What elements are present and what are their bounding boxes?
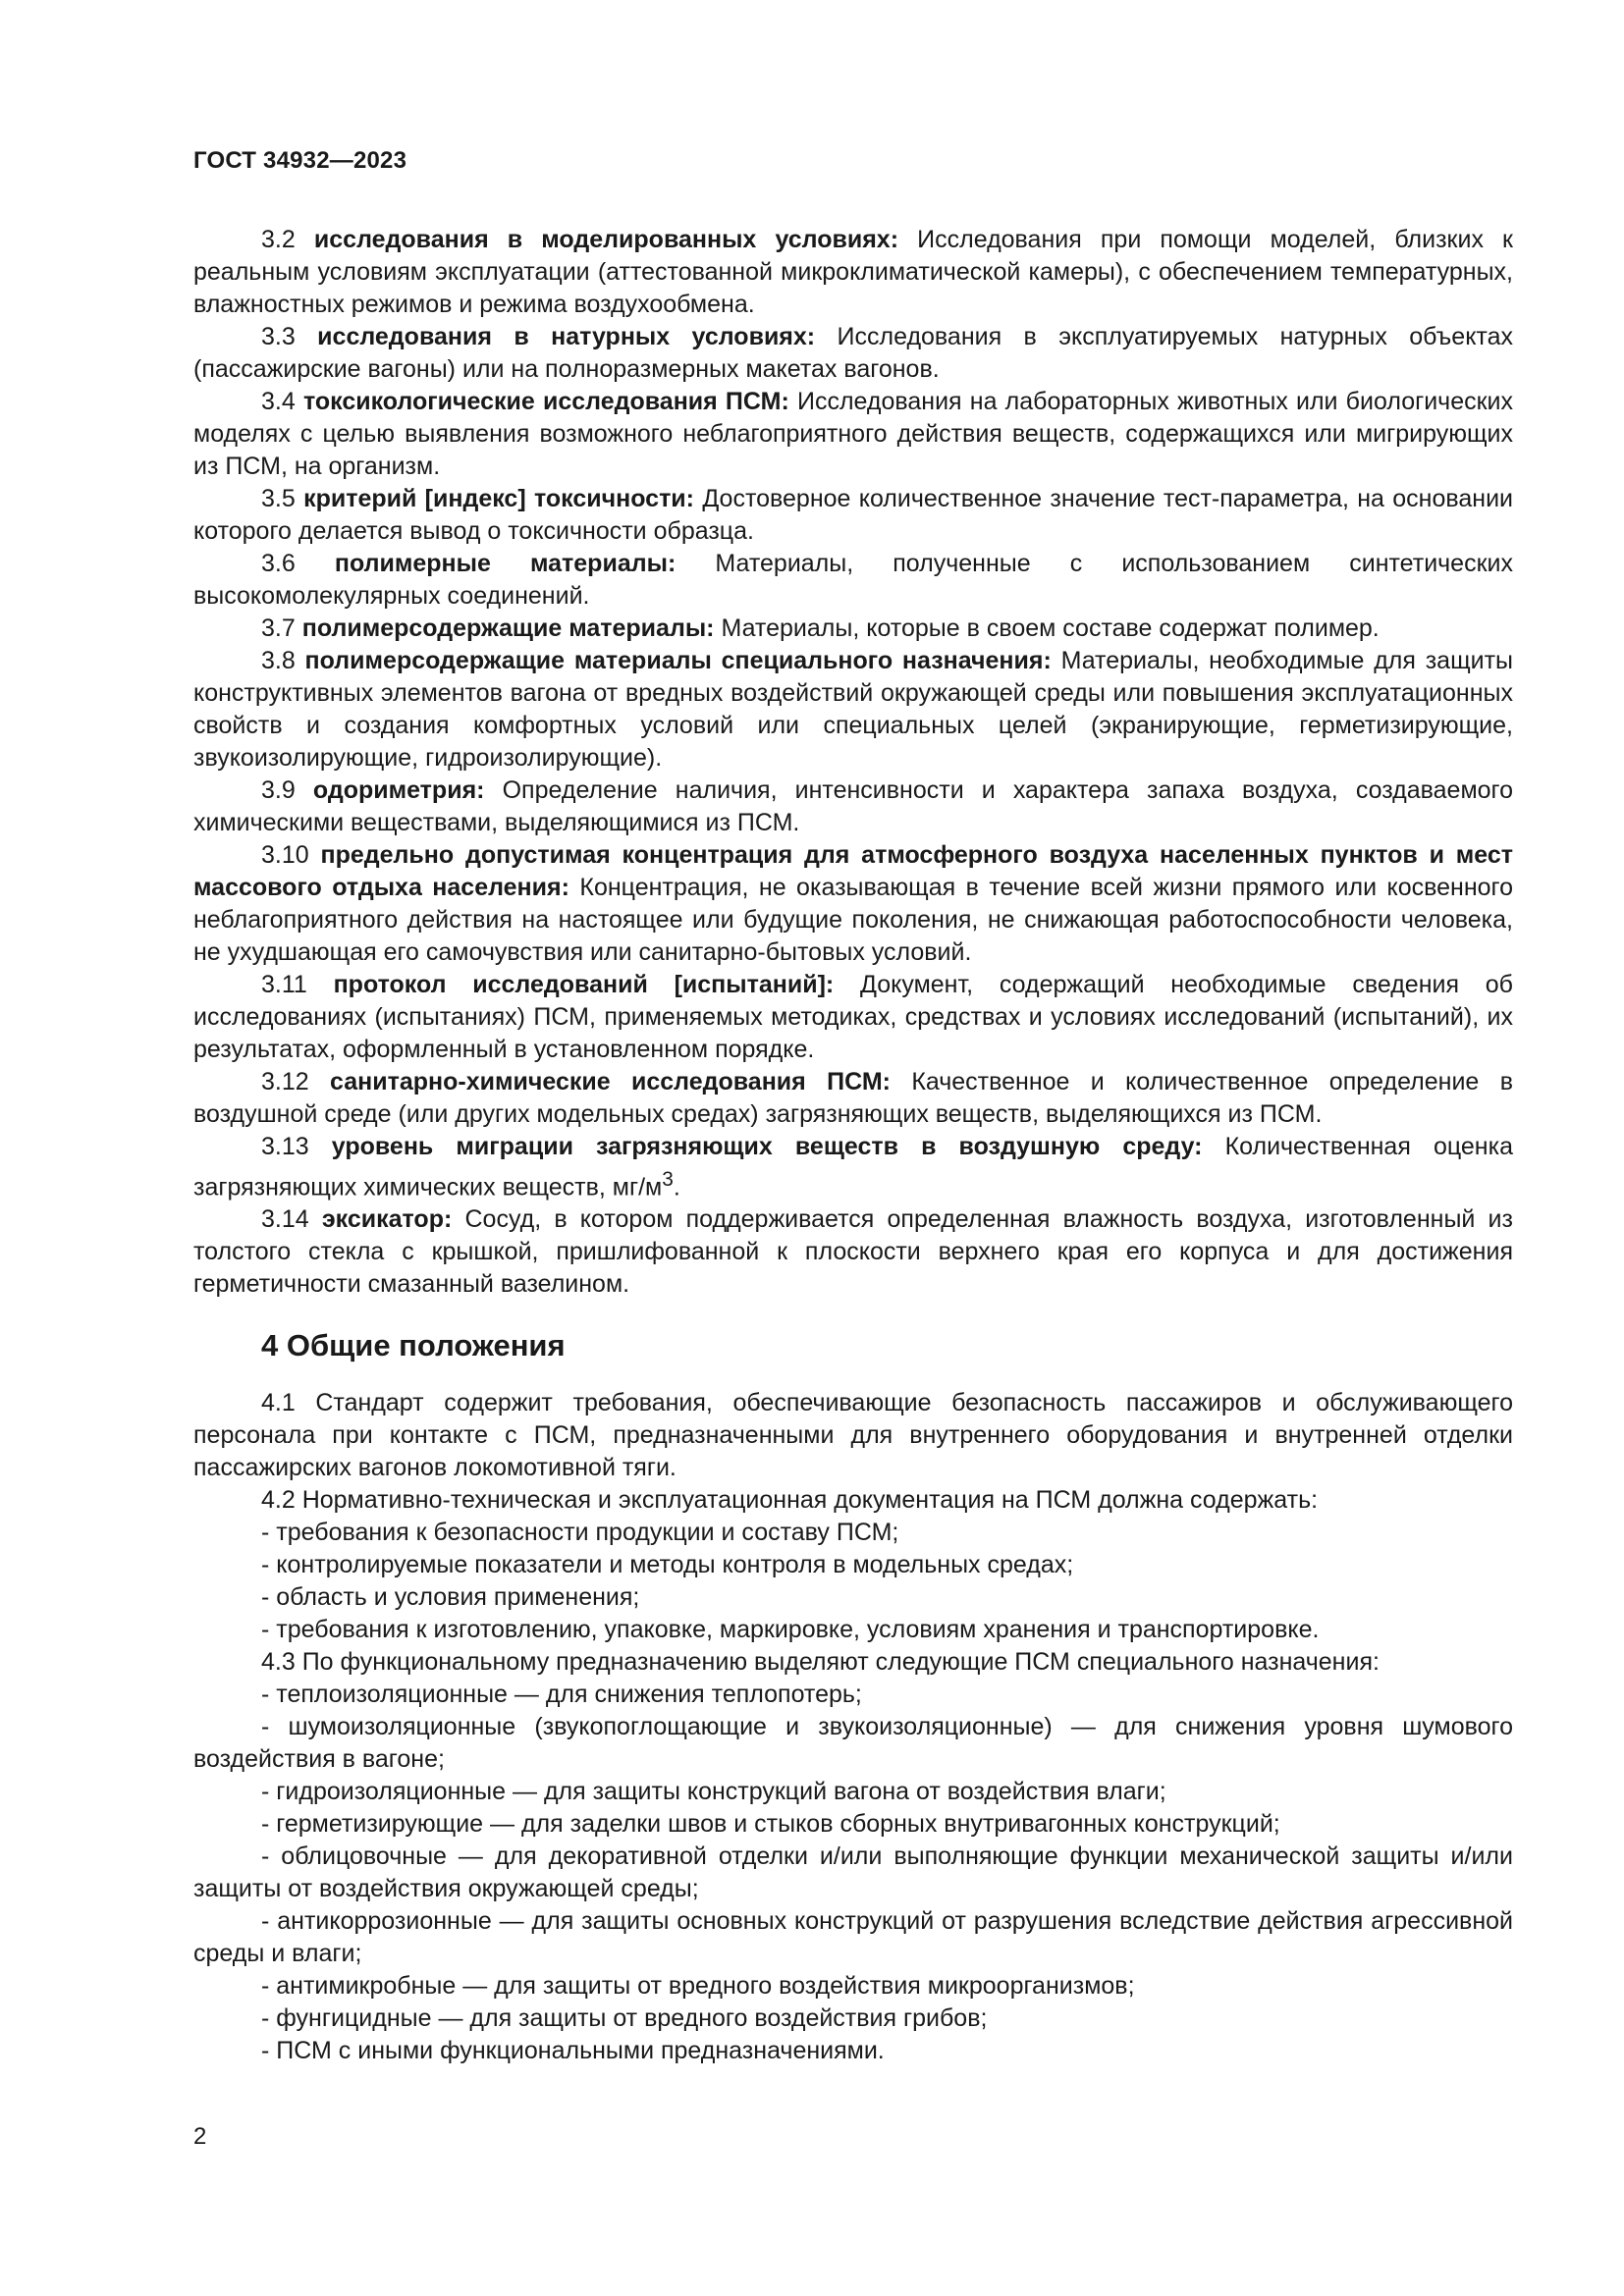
list-item: - требования к изготовлению, упаковке, маркировке, условиям хранения и транспортировке. <box>261 1616 1320 1644</box>
document-id: ГОСТ 34932—2023 <box>193 147 407 174</box>
definition-3-10 <box>193 839 1513 969</box>
definition-term: предельно допустимая концентрация для атмосферного воздуха населенных пунктов и мест массового отдыха населения: <box>193 841 1513 901</box>
list-item: - теплоизоляционные — для снижения теплопотерь; <box>261 1681 862 1709</box>
list-item: - облицовочные — для декоративной отделки и/или выполняющие функции механической защиты и/или защиты от воздействия окружающей среды; <box>193 1842 1513 1903</box>
definition-text: Определение наличия, интенсивности и характера запаха воздуха, создаваемого химическими веществами, выделяющимися из ПСМ. <box>193 776 1514 836</box>
definition-term: уровень миграции загрязняющих веществ в воздушную среду: <box>331 1133 1203 1160</box>
paragraph-4-3: 4.3 По функциональному предназначению выделяют следующие ПСМ специального назначения: <box>261 1648 1380 1677</box>
definition-number: 3.6 <box>261 550 296 577</box>
definition-term: санитарно-химические исследования ПСМ: <box>330 1068 891 1095</box>
definition-number: 3.5 <box>261 485 296 512</box>
definition-term: полимерсодержащие материалы специального назначения: <box>304 647 1052 674</box>
definition-term: исследования в моделированных условиях: <box>313 226 899 253</box>
definition-term: токсикологические исследования ПСМ: <box>302 388 789 415</box>
definition-number: 3.3 <box>261 323 296 350</box>
definition-number: 3.8 <box>261 647 296 674</box>
definition-3-3 <box>193 321 1513 386</box>
definition-number: 3.7 <box>261 614 296 642</box>
list-item: - фунгицидные — для защиты от вредного воздействия грибов; <box>261 2004 988 2033</box>
definition-number: 3.12 <box>261 1068 309 1095</box>
list-item: - антикоррозионные — для защиты основных конструкций от разрушения вследствие действия агрессивной среды и влаги; <box>193 1907 1513 1968</box>
definition-number: 3.14 <box>261 1205 309 1234</box>
definition-text: Исследования в эксплуатируемых натурных объектах (пассажирские вагоны) или на полноразмерных макетах вагонов. <box>193 323 1513 383</box>
definition-3-5 <box>193 483 1513 548</box>
definition-3-13 <box>193 1131 1513 1203</box>
definition-text: Документ, содержащий необходимые сведения об исследованиях (испытаниях) ПСМ, применяемых методиках, средствах и условиях исследований (испытаний), их результатах, оформленный в установленном порядке. <box>193 971 1513 1063</box>
definition-3-8 <box>193 645 1513 774</box>
list-item: - требования к безопасности продукции и составу ПСМ; <box>261 1519 899 1547</box>
definition-3-6 <box>193 548 1513 613</box>
definition-text: Материалы, которые в своем составе содержат полимер. <box>721 614 1380 642</box>
definition-text: Качественное и количественное определение в воздушной среде (или других модельных средах) загрязняющих веществ, выделяющихся из ПСМ. <box>193 1068 1513 1128</box>
definition-term: протокол исследований [испытаний]: <box>333 971 835 998</box>
definition-term: полимерсодержащие материалы: <box>301 614 715 642</box>
list-item: - контролируемые показатели и методы контроля в модельных средах; <box>261 1551 1074 1579</box>
list-item: - ПСМ с иными функциональными предназначениями. <box>261 2037 885 2065</box>
definition-term: исследования в натурных условиях: <box>317 323 816 350</box>
definition-number: 3.2 <box>261 226 296 253</box>
section-heading: 4 Общие положения <box>261 1328 566 1363</box>
definition-term: полимерные материалы: <box>334 550 677 577</box>
definition-term: эксикатор: <box>321 1205 453 1234</box>
paragraph-4-1: 4.1 Стандарт содержит требования, обеспечивающие безопасность пассажиров и обслуживающего персонала при контакте с ПСМ, предназначенными для внутреннего оборудования и внутренней отделки пассажирских вагонов локомотивной тяги. <box>193 1389 1513 1482</box>
definition-text: Сосуд, в котором поддерживается определенная влажность воздуха, изготовленный из толстого стекла с крышкой, пришлифованной к плоскости верхнего края его корпуса и для достижения герметичности смазанный вазелином. <box>193 1205 1513 1299</box>
superscript: 3 <box>662 1168 674 1191</box>
definition-text: Исследования при помощи моделей, близких к реальным условиям эксплуатации (аттестованной микроклиматической камеры), с обеспечением температурных, влажностных режимов и режима воздухообмена. <box>193 226 1513 318</box>
definition-number: 3.13 <box>261 1133 309 1160</box>
definition-term: критерий [индекс] токсичности: <box>303 485 695 512</box>
definition-term: одориметрия: <box>312 776 485 804</box>
list-item: - герметизирующие — для заделки швов и стыков сборных внутривагонных конструкций; <box>261 1810 1280 1839</box>
list-item: - антимикробные — для защиты от вредного воздействия микроорганизмов; <box>261 1972 1135 2001</box>
definition-text: Достоверное количественное значение тест-параметра, на основании которого делается вывод о токсичности образца. <box>193 485 1514 545</box>
definition-3-12 <box>193 1066 1513 1131</box>
paragraph-4-2: 4.2 Нормативно-техническая и эксплуатационная документация на ПСМ должна содержать: <box>261 1486 1319 1515</box>
definition-text: Материалы, необходимые для защиты конструктивных элементов вагона от вредных воздействий окружающей среды или повышения эксплуатационных свойств и создания комфортных условий или специальных целей (экранирующие, герметизирующие, звукоизолирующие, гидроизолирующие). <box>193 647 1514 772</box>
list-item: - область и условия применения; <box>261 1583 640 1612</box>
definition-3-2 <box>193 224 1513 321</box>
definition-number: 3.10 <box>261 841 309 869</box>
page-number: 2 <box>193 2123 207 2150</box>
list-item: - шумоизоляционные (звукопоглощающие и звукоизоляционные) — для снижения уровня шумового воздействия в вагоне; <box>193 1713 1513 1774</box>
definition-3-4 <box>193 386 1513 483</box>
document-body <box>193 224 1513 2067</box>
definition-text: Материалы, полученные с использованием синтетических высокомолекулярных соединений. <box>193 550 1513 610</box>
definition-number: 3.11 <box>261 971 307 998</box>
definition-tail: . <box>673 1173 680 1201</box>
definition-3-11 <box>193 969 1513 1066</box>
definition-text: Концентрация, не оказывающая в течение всей жизни прямого или косвенного неблагоприятного действия на настоящее или будущие поколения, не снижающая работоспособности человека, не ухудшающая его самочувствия или санитарно-бытовых условий. <box>193 874 1513 966</box>
definition-text: Исследования на лабораторных животных или биологических моделях с целью выявления возможного неблагоприятного действия веществ, содержащихся или мигрирующих из ПСМ, на организм. <box>193 388 1514 480</box>
definition-text: Количественная оценка загрязняющих химических веществ, мг/м <box>193 1133 1513 1201</box>
definition-3-14 <box>193 1203 1513 1301</box>
definition-number: 3.9 <box>261 776 296 804</box>
definition-3-9 <box>193 774 1513 839</box>
definition-number: 3.4 <box>261 388 296 415</box>
list-item: - гидроизоляционные — для защиты конструкций вагона от воздействия влаги; <box>261 1778 1166 1806</box>
definition-3-7 <box>193 613 1513 645</box>
